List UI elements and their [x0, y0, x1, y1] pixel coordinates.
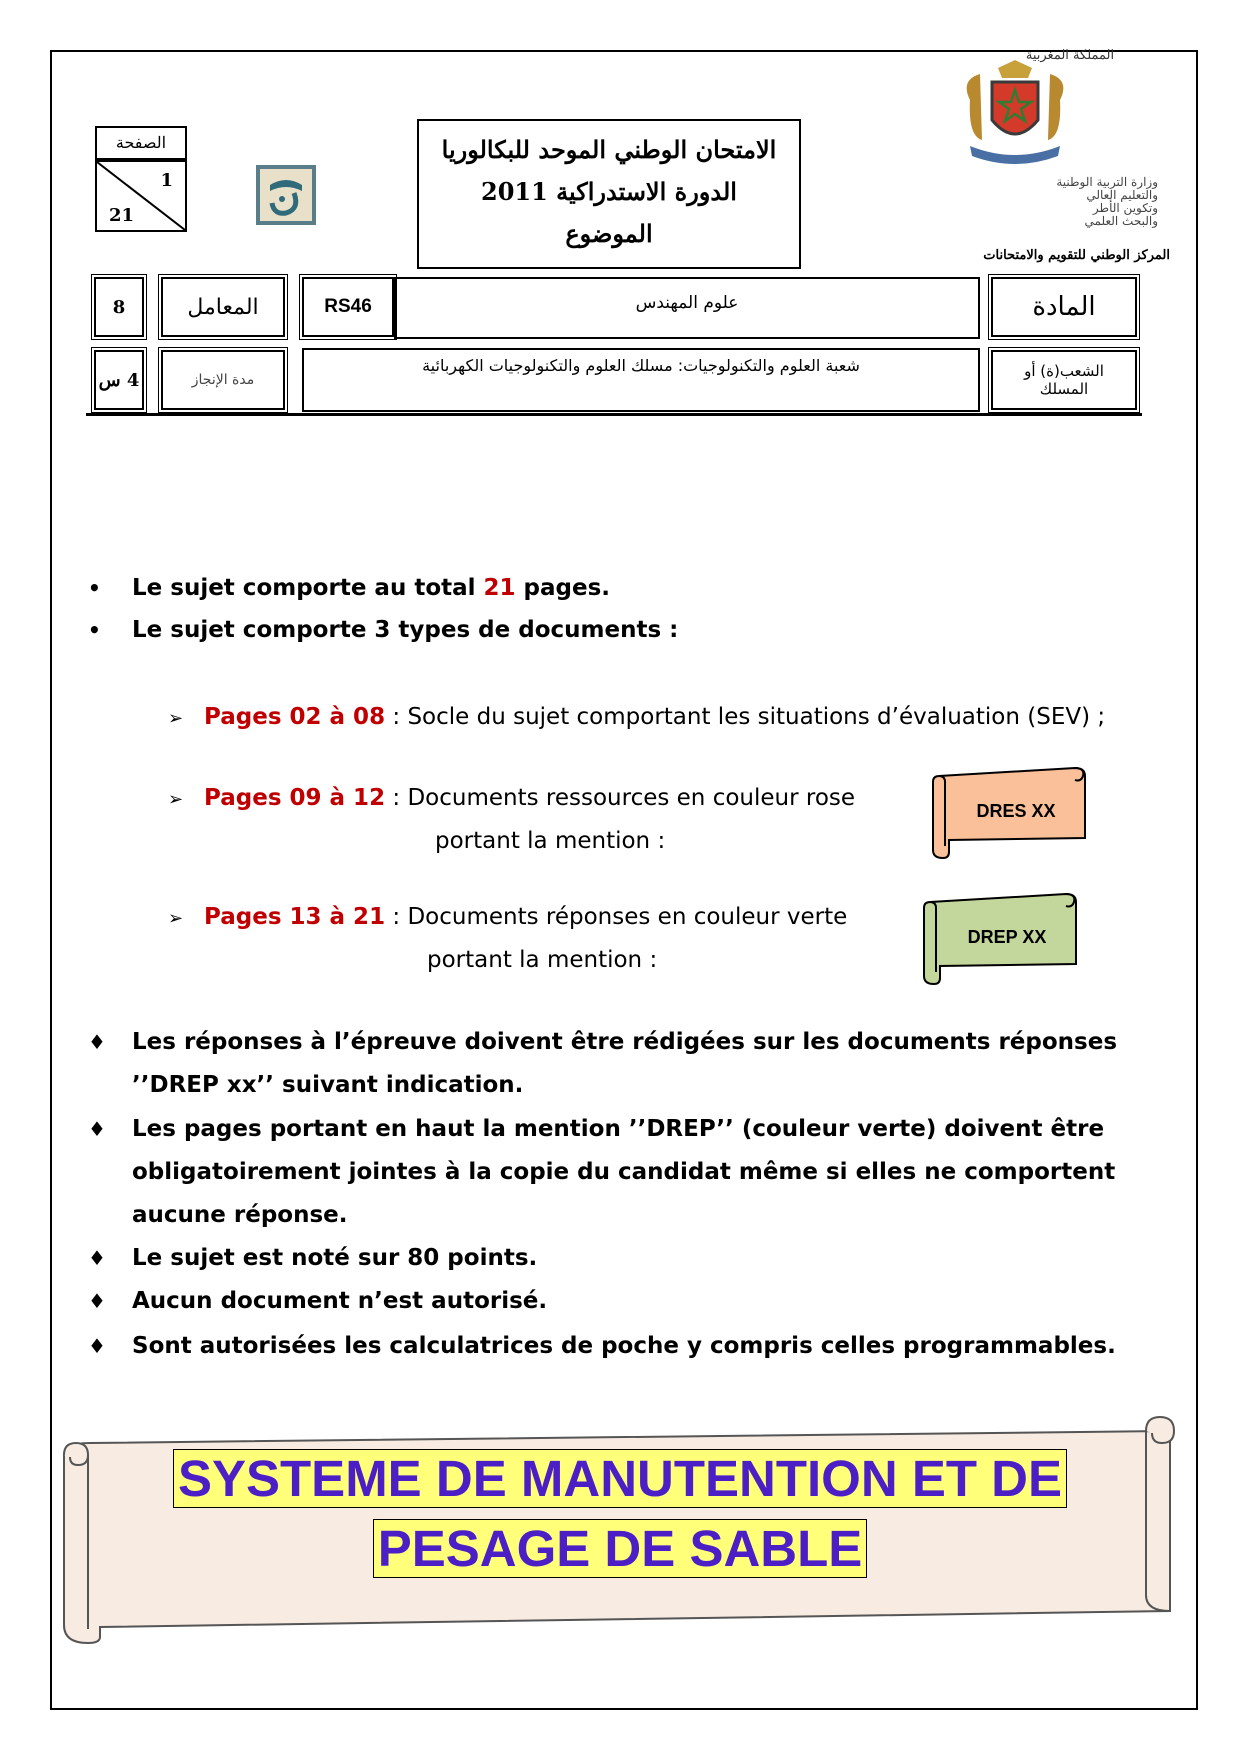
- stream-text: شعبة العلوم والتكنولوجيات: مسلك العلوم والتكنولوجيات الكهربائية: [302, 348, 980, 412]
- drep-tag-label: DREP XX: [967, 926, 1047, 947]
- exam-title-box: [417, 119, 801, 269]
- doc-text: : Documents ressources en couleur rose: [385, 785, 856, 811]
- doc-text-cont: portant la mention :: [427, 947, 658, 973]
- doc-type-item: [168, 778, 855, 820]
- diamond-icon: ♦: [88, 1334, 106, 1358]
- coat-of-arms-icon: [940, 60, 1090, 168]
- intro-text: Le sujet comporte au total: [132, 575, 484, 601]
- intro-text: pages.: [515, 575, 611, 601]
- diamond-icon: ♦: [88, 1289, 106, 1313]
- duration-value: 4 س: [94, 350, 144, 410]
- document-title: [100, 1447, 1140, 1581]
- document-title-line-2: PESAGE DE SABLE: [373, 1519, 868, 1578]
- doc-text-cont: portant la mention :: [435, 828, 666, 854]
- page-number: 1: [160, 170, 173, 191]
- doc-text: : Socle du sujet comportant les situations d’évaluation (SEV) ;: [385, 704, 1106, 730]
- page-count: 21: [483, 575, 516, 601]
- ministry-line-1: وزارة التربية الوطنية: [1056, 175, 1158, 189]
- dres-tag-label: DRES XX: [976, 800, 1056, 821]
- rule-text: Les réponses à l’épreuve doivent être rédigées sur les documents réponses: [132, 1029, 1118, 1055]
- doc-pages: Pages 09 à 12: [204, 785, 386, 811]
- subject-name: علوم المهندس: [394, 277, 980, 339]
- doc-pages: Pages 02 à 08: [204, 704, 386, 730]
- rule-text: aucune réponse.: [132, 1202, 348, 1228]
- diamond-icon: ♦: [88, 1117, 106, 1141]
- doc-type-item: [168, 697, 1105, 739]
- bullet-dot-icon: •: [88, 618, 101, 642]
- dres-tag: [925, 762, 1091, 860]
- diamond-icon: ♦: [88, 1246, 106, 1270]
- document-title-line-1: SYSTEME DE MANUTENTION ET DE: [173, 1449, 1067, 1508]
- center-name: المركز الوطني للتقويم والامتحانات: [983, 248, 1170, 263]
- doc-type-item: [168, 897, 847, 939]
- exam-title-line-2: الدورة الاستدراكية 2011: [481, 177, 737, 206]
- arrow-right-icon: ➢: [168, 789, 184, 810]
- doc-pages: Pages 13 à 21: [204, 904, 386, 930]
- bullet-dot-icon: •: [88, 576, 101, 600]
- exam-title-line-3: الموضوع: [565, 219, 653, 248]
- rule-text: Aucun document n’est autorisé.: [132, 1288, 548, 1314]
- coefficient-label: المعامل: [161, 277, 285, 337]
- subject-code: RS46: [302, 277, 394, 337]
- subject-label: المادة: [991, 277, 1137, 337]
- exam-title-line-1: الامتحان الوطني الموحد للبكالوريا: [441, 135, 777, 164]
- page-label: الصفحة: [95, 126, 187, 160]
- arrow-right-icon: ➢: [168, 708, 184, 729]
- exam-logo-icon: [256, 165, 316, 225]
- drep-tag: [916, 888, 1082, 986]
- doc-text: : Documents réponses en couleur verte: [385, 904, 848, 930]
- intro-text: Le sujet comporte 3 types de documents :: [132, 617, 679, 643]
- diamond-icon: ♦: [88, 1030, 106, 1054]
- page-number-box: [95, 160, 187, 232]
- page-total: 21: [109, 205, 135, 226]
- rule-text: Sont autorisées les calculatrices de poche y compris celles programmables.: [132, 1333, 1116, 1359]
- rule-text: Le sujet est noté sur 80 points.: [132, 1245, 538, 1271]
- ministry-line-4: والبحث العلمي: [1084, 214, 1158, 228]
- coefficient-value: 8: [94, 277, 144, 337]
- kingdom-label: المملكة المغربية: [1025, 48, 1115, 63]
- stream-label: الشعب(ة) أو المسلك: [991, 350, 1137, 410]
- duration-label: مدة الإنجاز: [161, 350, 285, 410]
- rule-text: ’’DREP xx’’ suivant indication.: [132, 1072, 524, 1098]
- arrow-right-icon: ➢: [168, 908, 184, 929]
- ministry-line-3: وتكوين الأطر: [1092, 201, 1158, 215]
- rule-text: Les pages portant en haut la mention ’’DREP’’ (couleur verte) doivent être: [132, 1116, 1105, 1142]
- ministry-line-2: والتعليم العالي: [1086, 188, 1158, 202]
- header-divider: [86, 413, 1142, 416]
- ministry-name: [868, 176, 1158, 228]
- rule-text: obligatoirement jointes à la copie du candidat même si elles ne comportent: [132, 1159, 1116, 1185]
